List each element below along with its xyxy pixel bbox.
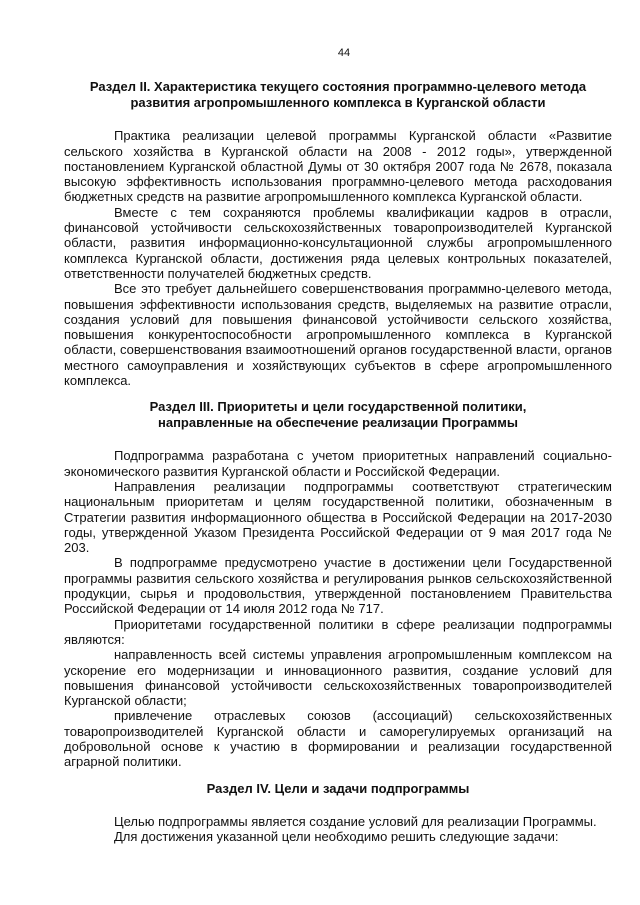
section-4-heading-line: Раздел IV. Цели и задачи подпрограммы — [206, 780, 470, 796]
section-3-paragraph-3: В подпрограмме предусмотрено участие в достижении цели Государственной программы развития сельского хозяйства и регулирования рынков сельскохозяйственной продукции, сырья и продовольствия, утвержденной постановлением Правительства Российской Федерации от 14 июля 2012 года № 717. — [64, 555, 612, 617]
section-2-paragraph-1: Практика реализации целевой программы Курганской области «Развитие сельского хозяйства в Курганской области на 2008 - 2012 годы», утвержденной постановлением Курганской областной Думы от 30 октября 2007 года № 2678, показала высокую эффективность использования программно-целевого метода расходования бюджетных средств на развитие агропромышленного комплекса Курганской области. — [64, 128, 612, 205]
section-3-body — [64, 448, 612, 769]
section-4-paragraph-1: Целью подпрограммы является создание условий для реализации Программы. — [114, 814, 597, 830]
section-2-heading-line-1: Раздел II. Характеристика текущего состояния программно-целевого метода — [89, 79, 587, 95]
section-3-heading-line-2: направленные на обеспечение реализации Программы — [158, 414, 518, 430]
section-3-paragraph-4: Приоритетами государственной политики в сфере реализации подпрограммы являются: — [64, 616, 612, 647]
section-3-paragraph-1: Подпрограмма разработана с учетом приоритетных направлений социально-экономического развития Курганской области и Российской Федерации. — [64, 448, 612, 479]
section-3-heading — [64, 399, 612, 430]
section-2-heading — [64, 79, 612, 110]
document-page — [64, 46, 612, 845]
section-3-heading-line-1: Раздел III. Приоритеты и цели государственной политики, — [149, 399, 527, 415]
section-4-paragraph-2: Для достижения указанной цели необходимо решить следующие задачи: — [114, 829, 559, 845]
section-3-paragraph-5: направленность всей системы управления агропромышленным комплексом на ускорение его модернизации и инновационного развития, создание условий для повышения финансовой устойчивости сельскохозяйственных товаропроизводителей Курганской области; — [64, 647, 612, 709]
page-number: 44 — [337, 47, 351, 59]
section-4-heading — [64, 781, 612, 797]
section-2-heading-line-2: развития агропромышленного комплекса в Курганской области — [130, 94, 546, 110]
section-2-paragraph-3: Все это требует дальнейшего совершенствования программно-целевого метода, повышения эффективности использования средств, выделяемых на развитие отрасли, создания условий для повышения финансовой устойчивости сельского хозяйства, повышения конкурентоспособности агропромышленного комплекса в Курганской области, совершенствования взаимоотношений органов государственной власти, органов местного самоуправления и хозяйствующих субъектов в сфере агропромышленного комплекса. — [64, 281, 612, 389]
section-2-body — [64, 128, 612, 388]
section-2-paragraph-2: Вместе с тем сохраняются проблемы квалификации кадров в отрасли, финансовой устойчивости сельскохозяйственных товаропроизводителей Курганской области, развития информационно-консультационной службы агропромышленного комплекса Курганской области, достижения ряда целевых контрольных показателей, ответственности получателей бюджетных средств. — [64, 204, 612, 281]
section-4-body — [64, 814, 612, 845]
section-3-paragraph-2: Направления реализации подпрограммы соответствуют стратегическим национальным приоритетам и целям государственной политики, обозначенным в Стратегии развития информационного общества в Российской Федерации на 2017-2030 годы, утвержденной Указом Президента Российской Федерации от 9 мая 2017 года № 203. — [64, 478, 612, 556]
section-3-paragraph-6: привлечение отраслевых союзов (ассоциаций) сельскохозяйственных товаропроизводителей Курганской области и саморегулируемых организаций на добровольной основе к участию в формировании и реализации государственной аграрной политики. — [64, 708, 612, 770]
